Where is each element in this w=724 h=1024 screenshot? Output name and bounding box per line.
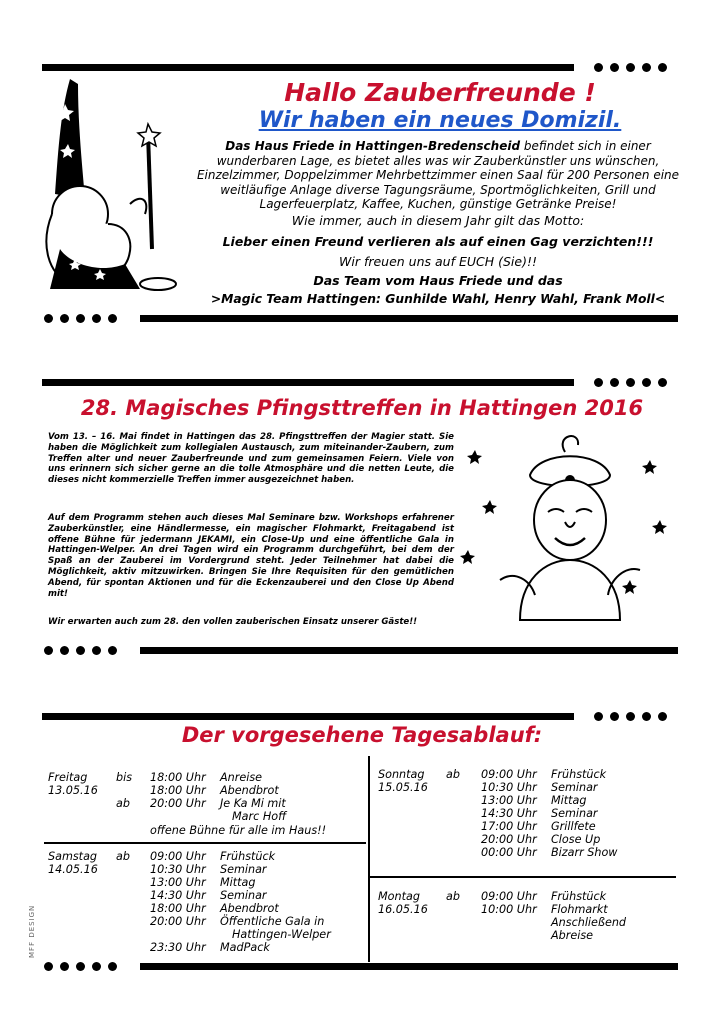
motto-intro: Wie immer, auch in diesem Jahr gilt das Motto: <box>291 213 585 228</box>
monday-time-1: 09:00 Uhr <box>481 890 537 903</box>
monday-ab: ab <box>446 890 460 903</box>
venue-description: befindet sich in einer wunderbaren Lage, es bietet alles was wir Zauberkünstler uns wünschen, Einzelzimmer, Doppelzimmer Mehrbettzimmer einen Saal für 200 Personen eine weitläufige Anlage diverse Tagungsräume, Sportmöglichkeiten, Grill und Lagerfeuerplatz, Kaffee, Kuchen, günstige Getränke Preise! <box>196 139 680 211</box>
section3-title: Der vorgesehene Tagesablauf: <box>181 723 543 747</box>
saturday-time-5: 18:00 Uhr <box>150 902 206 915</box>
motto: Lieber einen Freund verlieren als auf einen Gag verzichten!!! <box>222 234 654 249</box>
saturday-event-2: Seminar <box>220 863 267 876</box>
monday-event-3: Anschließend <box>551 916 627 929</box>
sunday-time-7: 00:00 Uhr <box>481 846 537 859</box>
sunday-event-2: Seminar <box>551 781 598 794</box>
magician-illustration <box>460 430 680 640</box>
sunday-ab: ab <box>446 768 460 781</box>
sunday-event-1: Frühstück <box>551 768 607 781</box>
section1-title: Hallo Zauberfreunde ! <box>284 78 596 107</box>
section3-bottom-rule <box>140 963 678 970</box>
friday-event-2: Abendbrot <box>220 784 279 797</box>
friday-date: 13.05.16 <box>48 784 98 797</box>
section1-bottom-rule <box>140 315 678 322</box>
saturday-ab: ab <box>116 850 130 863</box>
team-line-1: Das Team vom Haus Friede und das <box>313 273 563 288</box>
monday-date: 16.05.16 <box>378 903 428 916</box>
sunday-time-5: 17:00 Uhr <box>481 820 537 833</box>
sunday-event-7: Bizarr Show <box>551 846 618 859</box>
friday-time-3: 20:00 Uhr <box>150 797 206 810</box>
saturday-event-3: Mittag <box>220 876 256 889</box>
saturday-event-4: Seminar <box>220 889 267 902</box>
sunday-event-6: Close Up <box>551 833 601 846</box>
saturday-event-7: Hattingen-Welper <box>232 928 331 941</box>
monday-event-2: Flohmarkt <box>551 903 608 916</box>
saturday-event-1: Frühstück <box>220 850 276 863</box>
monday-time-2: 10:00 Uhr <box>481 903 537 916</box>
wizard-illustration <box>30 74 190 304</box>
sunday-day: Sonntag <box>378 768 425 781</box>
saturday-day: Samstag <box>48 850 98 863</box>
section2-top-dots <box>594 378 667 387</box>
section1-intro <box>188 139 688 212</box>
sunday-time-4: 14:30 Uhr <box>481 807 537 820</box>
saturday-time-3: 13:00 Uhr <box>150 876 206 889</box>
section1-subtitle: Wir haben ein neues Domizil. <box>258 108 622 133</box>
saturday-date: 14.05.16 <box>48 863 98 876</box>
sunday-event-4: Seminar <box>551 807 598 820</box>
venue-name: Das Haus Friede in Hattingen-Bredenscheid <box>225 139 521 153</box>
saturday-event-6: Öffentliche Gala in <box>220 915 325 928</box>
section2-bottom-rule <box>140 647 678 654</box>
sunday-time-6: 20:00 Uhr <box>481 833 537 846</box>
section2-paragraph-2: Auf dem Programm stehen auch dieses Mal Seminare bzw. Workshops erfahrener Zauberkünstler, eine Händlermesse, ein magischer Flohmarkt, Freitagabend ist offene Bühne für jedermann JEKAMI, ein Close-Up und eine öffentliche Gala in Hattingen-Welper. An drei Tagen wird ein Programm durchgeführt, bei dem der Spaß an der Zauberei im Vordergrund steht. Jeder Teilnehmer hat dabei die Möglichkeit, aktiv mitzuwirken. Bringen Sie Ihre Requisiten für den gemütlichen Abend, für spontan Aktionen und für die Eckenzauberei und den Close Up Abend mit! <box>48 513 454 599</box>
section3-bottom-dots <box>44 962 117 971</box>
friday-time-2: 18:00 Uhr <box>150 784 206 797</box>
sunday-event-3: Mittag <box>551 794 587 807</box>
friday-extra: offene Bühne für alle im Haus!! <box>150 824 327 837</box>
section3-top-dots <box>594 712 667 721</box>
saturday-time-6: 20:00 Uhr <box>150 915 206 928</box>
monday-day: Montag <box>378 890 420 903</box>
schedule-divider-right <box>370 876 676 878</box>
sunday-event-5: Grillfete <box>551 820 596 833</box>
section2-title: 28. Magisches Pfingsttreffen in Hattingen 2016 <box>80 396 644 420</box>
saturday-event-8: MadPack <box>220 941 270 954</box>
welcome-line: Wir freuen uns auf EUCH (Sie)!! <box>339 254 537 269</box>
friday-day: Freitag <box>48 771 88 784</box>
design-credit: MFF DESIGN <box>28 904 36 958</box>
friday-time-1: 18:00 Uhr <box>150 771 206 784</box>
section1-bottom-dots <box>44 314 117 323</box>
friday-ab: ab <box>116 797 130 810</box>
sunday-time-3: 13:00 Uhr <box>481 794 537 807</box>
sunday-time-1: 09:00 Uhr <box>481 768 537 781</box>
saturday-time-1: 09:00 Uhr <box>150 850 206 863</box>
section2-paragraph-3: Wir erwarten auch zum 28. den vollen zauberischen Einsatz unserer Gäste!! <box>48 617 418 627</box>
monday-event-4: Abreise <box>551 929 594 942</box>
section2-paragraph-1: Vom 13. – 16. Mai findet in Hattingen das 28. Pfingsttreffen der Magier statt. Sie haben die Möglichkeit zum kollegialen Austausch, zum miteinander-Zaubern, zum Treffen alter und neuer Zauberfreunde und zum gemeinsamen Feiern. Viele von uns erinnern sich sicher gerne an die tolle Atmosphäre und die netten Leute, die dieses nicht kommerzielle Treffen immer ausgezeichnet haben. <box>48 432 454 486</box>
saturday-time-8: 23:30 Uhr <box>150 941 206 954</box>
friday-event-1: Anreise <box>220 771 263 784</box>
top-rule <box>42 64 574 71</box>
saturday-time-4: 14:30 Uhr <box>150 889 206 902</box>
section2-bottom-dots <box>44 646 117 655</box>
friday-event-4: Marc Hoff <box>232 810 287 823</box>
friday-event-3: Je Ka Mi mit <box>220 797 286 810</box>
section2-top-rule <box>42 379 574 386</box>
section3-top-rule <box>42 713 574 720</box>
sunday-date: 15.05.16 <box>378 781 428 794</box>
team-line-2: >Magic Team Hattingen: Gunhilde Wahl, Henry Wahl, Frank Moll< <box>210 292 666 306</box>
friday-bis: bis <box>116 771 133 784</box>
schedule-divider-vertical <box>368 756 370 962</box>
schedule-divider-left <box>44 842 366 844</box>
top-dots <box>594 63 667 72</box>
saturday-event-5: Abendbrot <box>220 902 279 915</box>
saturday-time-2: 10:30 Uhr <box>150 863 206 876</box>
monday-event-1: Frühstück <box>551 890 607 903</box>
sunday-time-2: 10:30 Uhr <box>481 781 537 794</box>
